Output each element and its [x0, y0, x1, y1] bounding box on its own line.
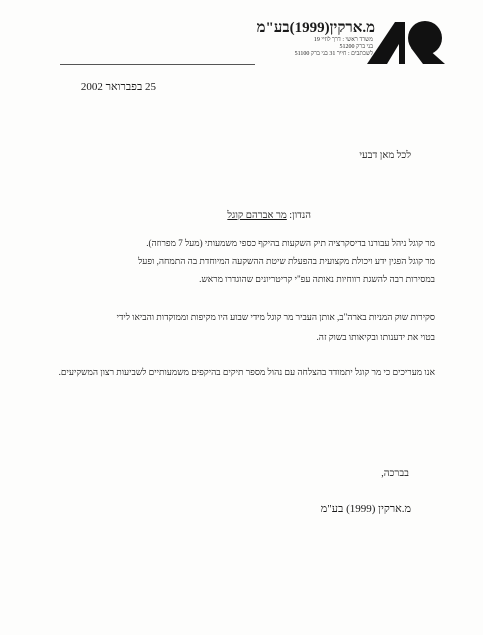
header-divider — [60, 64, 255, 65]
address-line: משרד ראשי : דרך לוזיי 19 — [313, 37, 373, 43]
body-paragraph: מר קוגל הפגין ידע ויכולת מקצועית בהפעלת שיטת ההשקעה המיוחדת בה התמחה, ופעל — [138, 256, 435, 266]
subject-prefix: הנדון: — [289, 210, 311, 221]
letter-date: 25 בפברואר 2002 — [80, 81, 156, 93]
signature: מ.ארקין (1999) בע"מ — [320, 503, 411, 515]
body-paragraph: מר קוגל ניהל עבורנו בדיסקרציה תיק השקעות בהיקף כספי משמעותי (מעל 7 מפרוזה). — [146, 238, 435, 248]
subject-line — [227, 210, 311, 221]
body-paragraph: סקירות שוק המניות בארה"ב, אותן העביר מר קוגל מידי שבוע היו מקיפות וממוקדות והביאו לידי — [116, 312, 435, 322]
company-name: מ.ארקין(1999)בע"מ — [256, 20, 375, 36]
body-paragraph: בטוי את ידענותו ובקיאותו בשוק זה. — [316, 332, 435, 342]
subject-name: מר אברהם קוגל — [227, 210, 287, 221]
greeting: לכל מאן דבעי — [359, 150, 411, 161]
closing: בברכה, — [381, 468, 409, 479]
body-paragraph: במסירות רבה להשגת רווחיות נאותה עפ"י קריטריונים שהוגדרו מראש. — [199, 274, 435, 284]
company-logo-icon — [365, 18, 450, 66]
body-paragraph: אנו מעריכים כי מר קוגל יתמודד בהצלחה עם נהול מספר תיקים בהיקפים משמעותיים לשביעות רצון המשקיעים. — [58, 367, 435, 377]
address-line: בני ברק 51200 — [339, 44, 373, 50]
address-line: לשכתבים : חייר 31 בני ברק 51100 — [294, 51, 373, 57]
